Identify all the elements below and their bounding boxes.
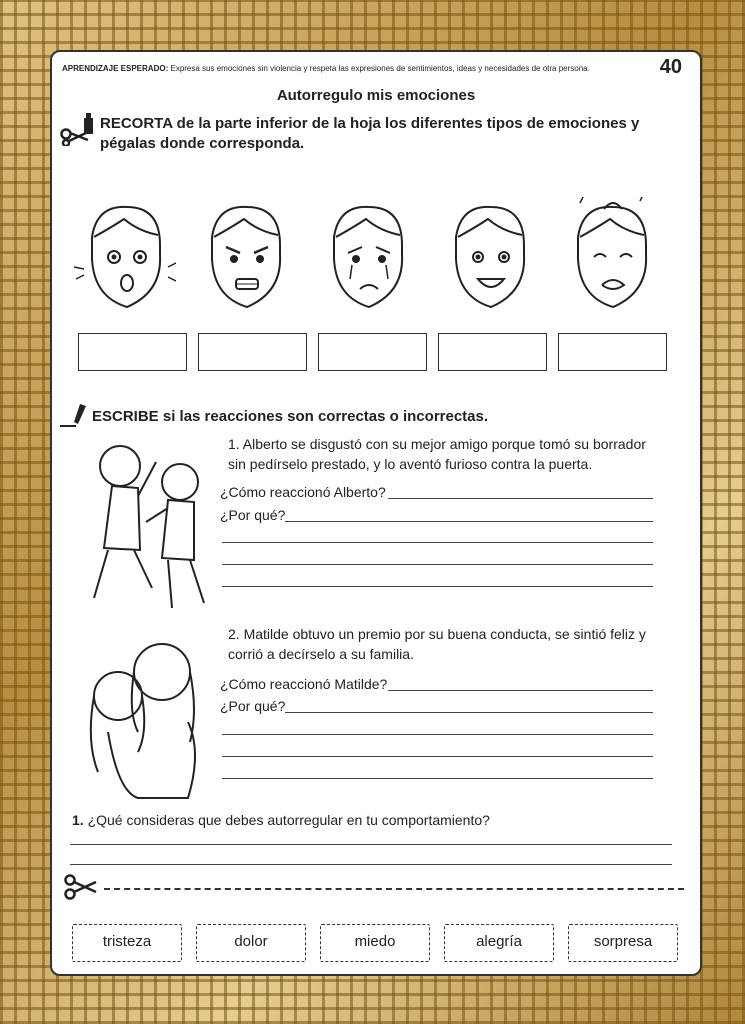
learning-goal [62,64,642,73]
cutout-label-text: tristeza [102,933,152,950]
instruction-cut-paste [100,114,690,154]
cutout-label-text: alegría [476,933,522,950]
cutout-label-tristeza[interactable] [72,924,182,962]
learning-goal-text: Expresa sus emociones sin violencia y respeta las expresiones de sentimientos, ideas y necesidades de otra persona. [170,64,590,73]
cut-line [104,888,684,890]
pencil-icon [60,402,90,433]
cutout-label-text: sorpresa [593,933,653,950]
answer-box-2[interactable] [198,333,307,371]
answer-box-3[interactable] [318,333,427,371]
happy-boy-face-icon [436,197,540,317]
boys-fighting-illustration [82,438,212,618]
cutout-label-dolor[interactable] [196,924,306,962]
answer-box-1[interactable] [78,333,187,371]
scenario-2-writing-line[interactable] [222,734,653,735]
instruction-write [92,408,488,425]
scissors-icon [64,874,98,905]
cutout-label-sorpresa[interactable] [568,924,678,962]
surprised-boy-face-icon [72,197,176,317]
cutout-label-text: dolor [234,933,268,950]
scenario-1-writing-line[interactable] [222,542,653,543]
scenario-2-why: ¿Por qué? [220,698,286,714]
self-regulation-question [72,812,490,828]
instruction-write-text: si las reacciones son correctas o incorrectas. [158,408,489,425]
sad-crying-boy-face-icon [314,197,418,317]
cutout-label-alegria[interactable] [444,924,554,962]
learning-goal-label: APRENDIZAJE ESPERADO: [62,64,169,73]
scenario-2-answer-line[interactable] [388,690,653,691]
answer-box-5[interactable] [558,333,667,371]
angry-boy-face-icon [192,197,296,317]
cutout-label-miedo[interactable] [320,924,430,962]
scenario-1-answer-line[interactable] [388,498,653,499]
page-number: 40 [659,56,682,78]
self-regulation-writing-line[interactable] [70,844,672,845]
page-title: Autorregulo mis emociones [276,87,476,104]
scissors-glue-icon [60,112,98,151]
instruction-cut-text: de la parte inferior de la hoja los diferentes tipos de emociones y pégalas donde corresponda. [100,115,640,152]
scenario-2-writing-line[interactable] [222,756,653,757]
scenario-2-writing-line[interactable] [222,778,653,779]
self-regulation-question-text: ¿Qué consideras que debes autorregular en tu comportamiento? [83,812,490,828]
scenario-1-writing-line[interactable] [222,564,653,565]
instruction-cut-verb: RECORTA [100,115,173,132]
answer-box-4[interactable] [438,333,547,371]
hurt-boy-face-icon [558,197,662,317]
scenario-2-question: ¿Cómo reaccionó Matilde? [220,676,388,692]
instruction-write-verb: ESCRIBE [92,408,159,425]
scenario-1-writing-line[interactable] [222,586,653,587]
scenario-1-question: ¿Cómo reaccionó Alberto? [220,484,386,500]
scenario-2-why-line[interactable] [285,712,653,713]
self-regulation-question-number: 1. [72,812,84,828]
scenario-1-why-line[interactable] [285,521,653,522]
mother-daughter-hug-illustration [78,632,208,802]
worksheet-page [50,50,702,976]
cutout-label-text: miedo [354,933,396,950]
self-regulation-writing-line[interactable] [70,864,672,865]
scenario-1-why: ¿Por qué? [220,507,286,523]
scenario-2-text: 2. Matilde obtuvo un premio por su buena conducta, se sintió feliz y corrió a decírselo a su familia. [228,626,646,662]
scenario-1-text: 1. Alberto se disgustó con su mejor amigo porque tomó su borrador sin pedírselo prestado, y lo aventó furioso contra la puerta. [228,436,646,472]
